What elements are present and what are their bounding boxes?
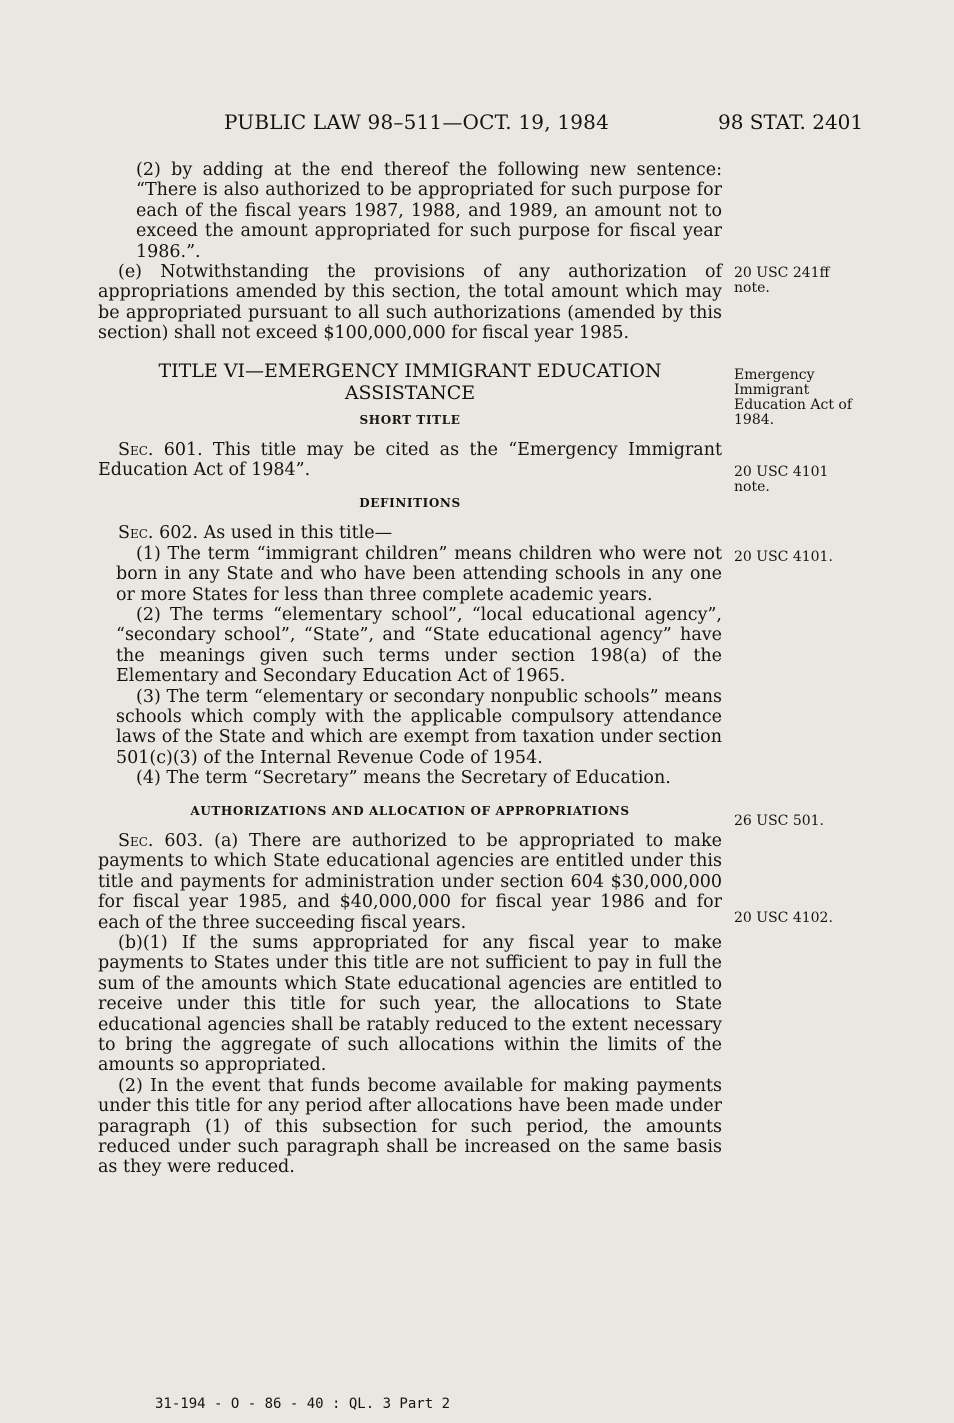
definitions-heading: DEFINITIONS bbox=[359, 495, 461, 510]
definition-4: (4) The term “Secretary” means the Secretary of Education. bbox=[136, 768, 671, 789]
title-heading bbox=[98, 360, 722, 404]
paragraph-2-amendment: (2) by adding at the end thereof the following new sentence: “There is also authorized to be appropriated for such purpose for each of the fiscal years 1987, 1988, and 1989, an amount not to exceed the amount appropriated for such purpose for fiscal year 1986.”. bbox=[136, 160, 722, 262]
section-603a bbox=[98, 831, 722, 933]
section-603a-text: 603. (a) There are authorized to be appropriated to make payments to which State educational agencies are entitled under this title and payments for administration under section 604 $30,000,000 for fiscal year 1985, and $40,000,000 for fiscal year 1986 and for each of the three succeeding fiscal years. bbox=[98, 830, 722, 933]
margin-note-act-name: Emergency Immigrant Education Act of 1984. bbox=[734, 367, 853, 428]
margin-note-241ff: 20 USC 241ff note. bbox=[734, 265, 830, 296]
running-header-page: 98 STAT. 2401 bbox=[718, 110, 864, 134]
margin-note-4101: 20 USC 4101. bbox=[734, 549, 833, 565]
short-title-heading: SHORT TITLE bbox=[359, 412, 461, 427]
section-603b2: (2) In the event that funds become available for making payments under this title for any period after allocations have been made under paragraph (1) of this subsection for such period, the amounts reduced under such paragraph shall be increased on the same basis as they were reduced. bbox=[98, 1075, 722, 1178]
section-603b1: (b)(1) If the sums appropriated for any fiscal year to make payments to States under this title are not sufficient to pay in full the sum of the amounts which State educational agencies are entitled to receive under this title for such year, the allocations to State educational agencies shall be ratably reduced to the extent necessary to bring the aggregate of such allocations within the limits of the amounts so appropriated. bbox=[98, 933, 722, 1076]
section-601 bbox=[98, 440, 722, 481]
sec-label: Sec. bbox=[118, 830, 154, 851]
authorizations-heading: AUTHORIZATIONS AND ALLOCATION OF APPROPRIATIONS bbox=[190, 803, 630, 818]
section-602 bbox=[98, 523, 722, 543]
paragraph-e: (e) Notwithstanding the provisions of any authorization of appropriations amended by this section, the total amount which may be appropriated pursuant to all such authorizations (amended by this section) shall not exceed $100,000,000 for fiscal year 1985. bbox=[98, 262, 722, 344]
margin-note-4101-note: 20 USC 4101 note. bbox=[734, 464, 829, 495]
definition-1: (1) The term “immigrant children” means children who were not born in any State and who have been attending schools in any one or more States for less than three complete academic years. bbox=[116, 543, 722, 605]
margin-note-4102: 20 USC 4102. bbox=[734, 910, 833, 926]
section-602-text: 602. As used in this title— bbox=[153, 523, 393, 544]
document-body bbox=[98, 160, 722, 1178]
definition-3: (3) The term “elementary or secondary nonpublic schools” means schools which comply with the applicable compulsory attendance laws of the State and which are exempt from taxation under section 501(c)(3) of the Internal Revenue Code of 1954. bbox=[116, 686, 722, 768]
print-footer: 31-194 - O - 86 - 40 : QL. 3 Part 2 bbox=[155, 1396, 451, 1412]
title-line-2: ASSISTANCE bbox=[344, 381, 476, 404]
definition-2: (2) The terms “elementary school”, “local educational agency”, “secondary school”, “State”, and “State educational agency” have the meanings given such terms under section 198(a) of the Elementary and Secondary Education Act of 1965. bbox=[116, 604, 722, 687]
section-601-text: 601. This title may be cited as the “Emergency Immigrant Education Act of 1984”. bbox=[98, 440, 722, 481]
running-header-title: PUBLIC LAW 98–511—OCT. 19, 1984 bbox=[224, 110, 610, 134]
title-line-1: TITLE VI—EMERGENCY IMMIGRANT EDUCATION bbox=[158, 359, 662, 382]
sec-label: Sec. bbox=[118, 440, 154, 461]
margin-note-501: 26 USC 501. bbox=[734, 813, 824, 829]
sec-label: Sec. bbox=[118, 523, 154, 544]
